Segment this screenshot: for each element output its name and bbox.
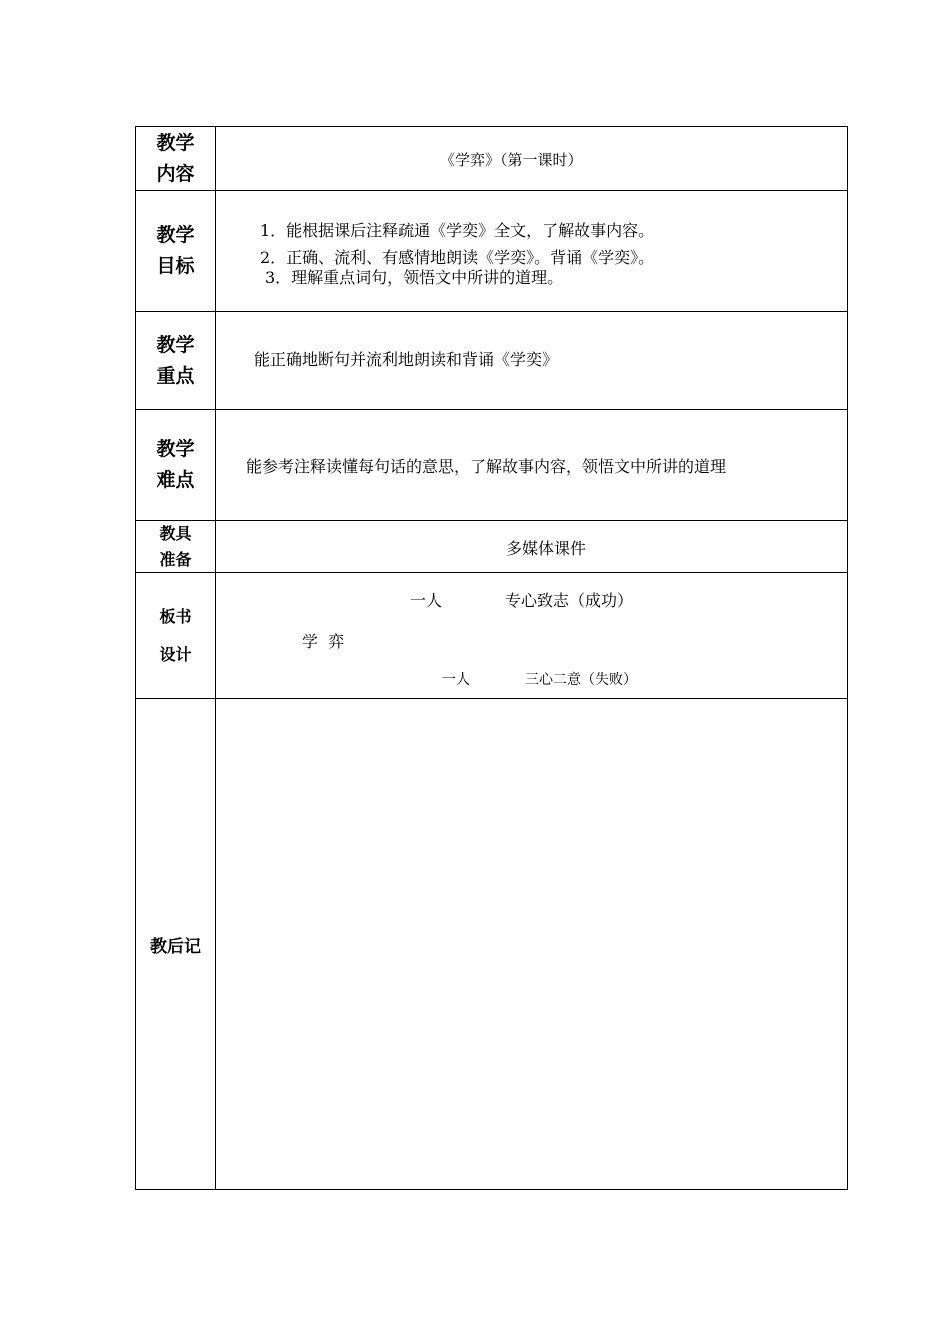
content-label <box>136 127 215 190</box>
key-points-text: 能正确地断句并流利地朗读和背诵《学奕》 <box>254 350 559 369</box>
difficulties-label <box>136 410 215 520</box>
tools-text: 多媒体课件 <box>506 539 587 558</box>
board-label-line2: 设计 <box>159 644 192 664</box>
lesson-title: 《学弈》（第一课时） <box>440 151 583 169</box>
key-points-label <box>136 312 215 409</box>
difficulties-label-line1: 教学 <box>156 438 195 460</box>
key-points-cell <box>216 312 847 409</box>
goals-label-line2: 目标 <box>156 255 195 277</box>
difficulties-cell <box>216 410 847 520</box>
reflection-cell[interactable] <box>216 699 847 1189</box>
difficulties-label-line2: 难点 <box>156 469 195 491</box>
difficulties-text: 能参考注释读懂每句话的意思，了解故事内容，领悟文中所讲的道理 <box>246 457 727 476</box>
goals-label <box>136 191 215 311</box>
board-top-right: 专心致志（成功） <box>505 591 634 610</box>
board-top-left: 一人 <box>410 591 443 610</box>
content-label-line2: 内容 <box>156 162 195 185</box>
goals-label-line1: 教学 <box>156 224 195 246</box>
tools-label-line1: 教具 <box>159 523 192 543</box>
board-label-line1: 板书 <box>159 606 192 626</box>
goals-cell <box>216 191 847 311</box>
content-label-line1: 教学 <box>156 131 195 154</box>
goal-item-2: 2．正确、流利、有感情地朗读《学奕》。背诵《学奕》。 <box>260 248 655 267</box>
key-points-label-line2: 重点 <box>156 364 195 387</box>
lesson-plan-table <box>135 126 848 1190</box>
key-points-label-line1: 教学 <box>156 333 195 356</box>
board-bottom-left: 一人 <box>442 672 470 688</box>
board-cell <box>216 573 847 698</box>
board-label <box>136 573 215 698</box>
content-cell <box>216 127 847 190</box>
board-title: 学 弈 <box>302 632 345 651</box>
tools-label <box>136 521 215 572</box>
goal-item-1: 1．能根据课后注释疏通《学奕》全文，了解故事内容。 <box>260 221 655 240</box>
reflection-label-text: 教后记 <box>150 936 201 957</box>
board-bottom-right: 三心二意（失败） <box>525 672 637 688</box>
tools-cell <box>216 521 847 572</box>
reflection-label <box>136 699 215 1189</box>
goal-item-3: 3．理解重点词句，领悟文中所讲的道理。 <box>265 268 564 287</box>
tools-label-line2: 准备 <box>159 549 192 569</box>
